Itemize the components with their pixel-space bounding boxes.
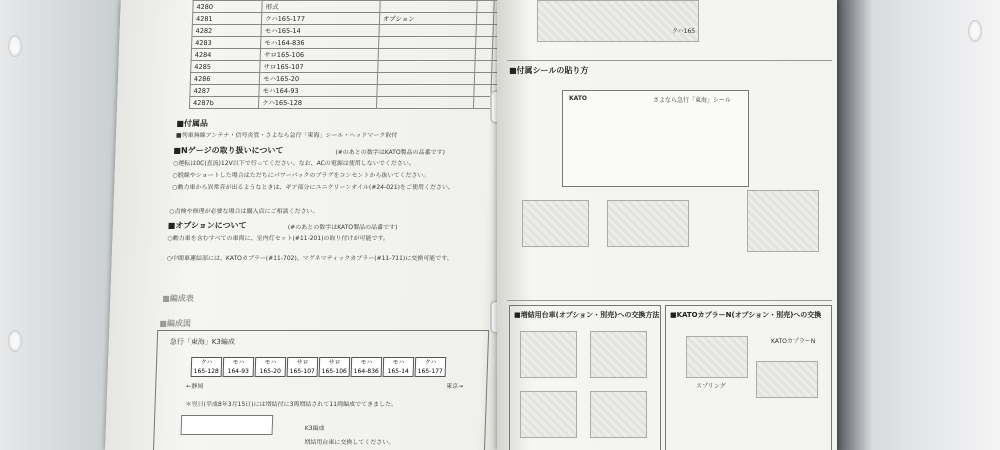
train-sketch	[522, 200, 589, 247]
table-cell: サロ165-106	[260, 49, 378, 61]
table-cell: 4282	[192, 25, 261, 37]
kato-coupler-label: KATOカプラーN	[771, 338, 816, 345]
car-type: モハ	[264, 359, 277, 366]
handling-line: ○運転は0C(直流)12V以下で行ってください。なお、ACの電源は使用しないでください。	[172, 160, 415, 167]
table-header: オプション	[379, 13, 477, 25]
truck-sketch	[520, 391, 577, 438]
table-cell: 4281	[192, 13, 261, 25]
car-number: 165-20	[259, 368, 281, 375]
car-box	[255, 357, 287, 377]
kato-coupler-heading: ■KATOカプラーN(オプション・別売)への交換	[670, 311, 822, 319]
table-cell: 4284	[191, 49, 260, 61]
table-header: 形式	[262, 1, 380, 13]
table-cell: クハ165-177	[261, 13, 379, 25]
table-cell: 4285	[191, 61, 260, 73]
seal-sheet	[562, 90, 749, 187]
car-number: 164-93	[227, 368, 249, 375]
car-number: 165-106	[321, 368, 347, 375]
formation-diagram	[153, 330, 489, 450]
train-sketch-top	[537, 0, 699, 42]
formation-heading: ■編成図	[159, 319, 192, 328]
divider	[507, 60, 832, 61]
formation-cars	[191, 357, 448, 377]
table-row: 4280	[193, 1, 262, 13]
kuha-label: クハ165	[672, 28, 696, 35]
extra-note: 増結用台車に交換してください。	[304, 439, 395, 446]
car-type: モハ	[360, 359, 373, 366]
binder-right-background	[830, 0, 1000, 450]
k3-cars	[181, 415, 274, 435]
table-cell: 4287	[190, 85, 259, 97]
seal-brand: KATO	[569, 95, 588, 102]
handling-heading: ■Nゲージの取り扱いについて	[173, 146, 284, 155]
coupler-sketch	[686, 336, 748, 378]
binder-hole	[968, 20, 982, 42]
table-cell: モハ165-14	[261, 25, 379, 37]
car-number: 165-128	[193, 368, 219, 375]
options-line: ○中間車連結部には、KATOカプラー(#11-702)、マグネマティックカプラー(#11-711)に交換可能です。	[166, 255, 453, 262]
car-box	[351, 357, 383, 377]
options-heading: ■オプションについて	[167, 221, 247, 230]
divider	[507, 300, 832, 301]
train-sketch	[607, 200, 689, 247]
table-cell: 4286	[190, 73, 259, 85]
truck-sketch	[590, 331, 647, 378]
table-cell: サロ165-107	[260, 61, 378, 73]
options-line: ○動力車を含むすべての車両に、室内灯セット(#11-201)の取り付けが可能です。	[167, 235, 390, 242]
car-box	[319, 357, 351, 377]
manual-left-page	[105, 0, 513, 450]
handling-note: (#のあとの数字はKATO製品の品番です)	[335, 149, 446, 156]
table-cell: 4287b	[189, 97, 258, 109]
table-cell: クハ165-128	[259, 97, 377, 109]
seal-sheet-title: さよなら急行「東海」シール	[653, 97, 731, 104]
car-type: モハ	[232, 359, 245, 366]
table-cell: モハ164-836	[261, 37, 379, 49]
direction-right: 東京→	[446, 383, 464, 390]
car-box	[223, 357, 255, 377]
binder-hole	[8, 330, 22, 352]
binder-hole	[8, 35, 22, 57]
car-type: サロ	[328, 359, 341, 366]
accessories-heading: ■付属品	[176, 119, 209, 128]
coupler-heading: ■増結用台車(オプション・別売)への交換方法	[514, 311, 660, 319]
car-box	[287, 357, 319, 377]
kato-coupler-box	[665, 305, 832, 450]
table-cell: 4283	[192, 37, 261, 49]
car-number: 165-14	[387, 368, 409, 375]
manual-right-page	[497, 0, 837, 450]
binder-left-background	[0, 0, 120, 450]
formation-name: 急行「東海」K3編成	[169, 338, 235, 346]
model-table	[189, 0, 513, 109]
car-box	[191, 357, 223, 377]
car-type: モハ	[392, 359, 405, 366]
handling-line: ○動力車から異常音が出るようなときは、ギア部分にユニクリーンオイル(#24-021)をご使用ください。	[172, 184, 455, 191]
accessories-text: ■列車無線アンテナ・信号炎管・さよなら急行「東海」シール・ヘッドマーク取付	[175, 132, 398, 139]
car-number: 165-177	[417, 368, 443, 375]
formation-note: ＊翌日(平成8年3月15日)には増結付に3両増結されて11両編成でてきました。	[185, 401, 398, 408]
truck-sketch	[520, 331, 577, 378]
spec-heading: ■編成表	[162, 294, 195, 303]
seal-heading: ■付属シールの貼り方	[509, 66, 589, 75]
truck-sketch	[590, 391, 647, 438]
options-note: (#のあとの数字はKATO製品の品番です)	[287, 224, 398, 231]
car-type: クハ	[200, 359, 213, 366]
car-box	[383, 357, 415, 377]
spring-label: スプリング	[696, 383, 726, 390]
car-type: クハ	[424, 359, 437, 366]
handling-line: ○脱線やショートした場合はただちにパワーパックのプラグをコンセントから抜いてください。	[172, 172, 430, 179]
car-box	[415, 357, 447, 377]
coupler-box	[509, 305, 661, 450]
coupler-sketch	[756, 361, 818, 398]
train-sketch	[747, 190, 819, 252]
k3-label: K3編成	[304, 425, 325, 432]
car-type: サロ	[296, 359, 309, 366]
table-cell: モハ165-20	[259, 73, 377, 85]
direction-left: ←静岡	[186, 383, 204, 390]
car-number: 165-107	[289, 368, 315, 375]
car-number: 164-836	[353, 368, 379, 375]
handling-line: ○点検や修理が必要な場合は購入店にご相談ください。	[169, 208, 319, 215]
table-cell: モハ164-93	[259, 85, 377, 97]
